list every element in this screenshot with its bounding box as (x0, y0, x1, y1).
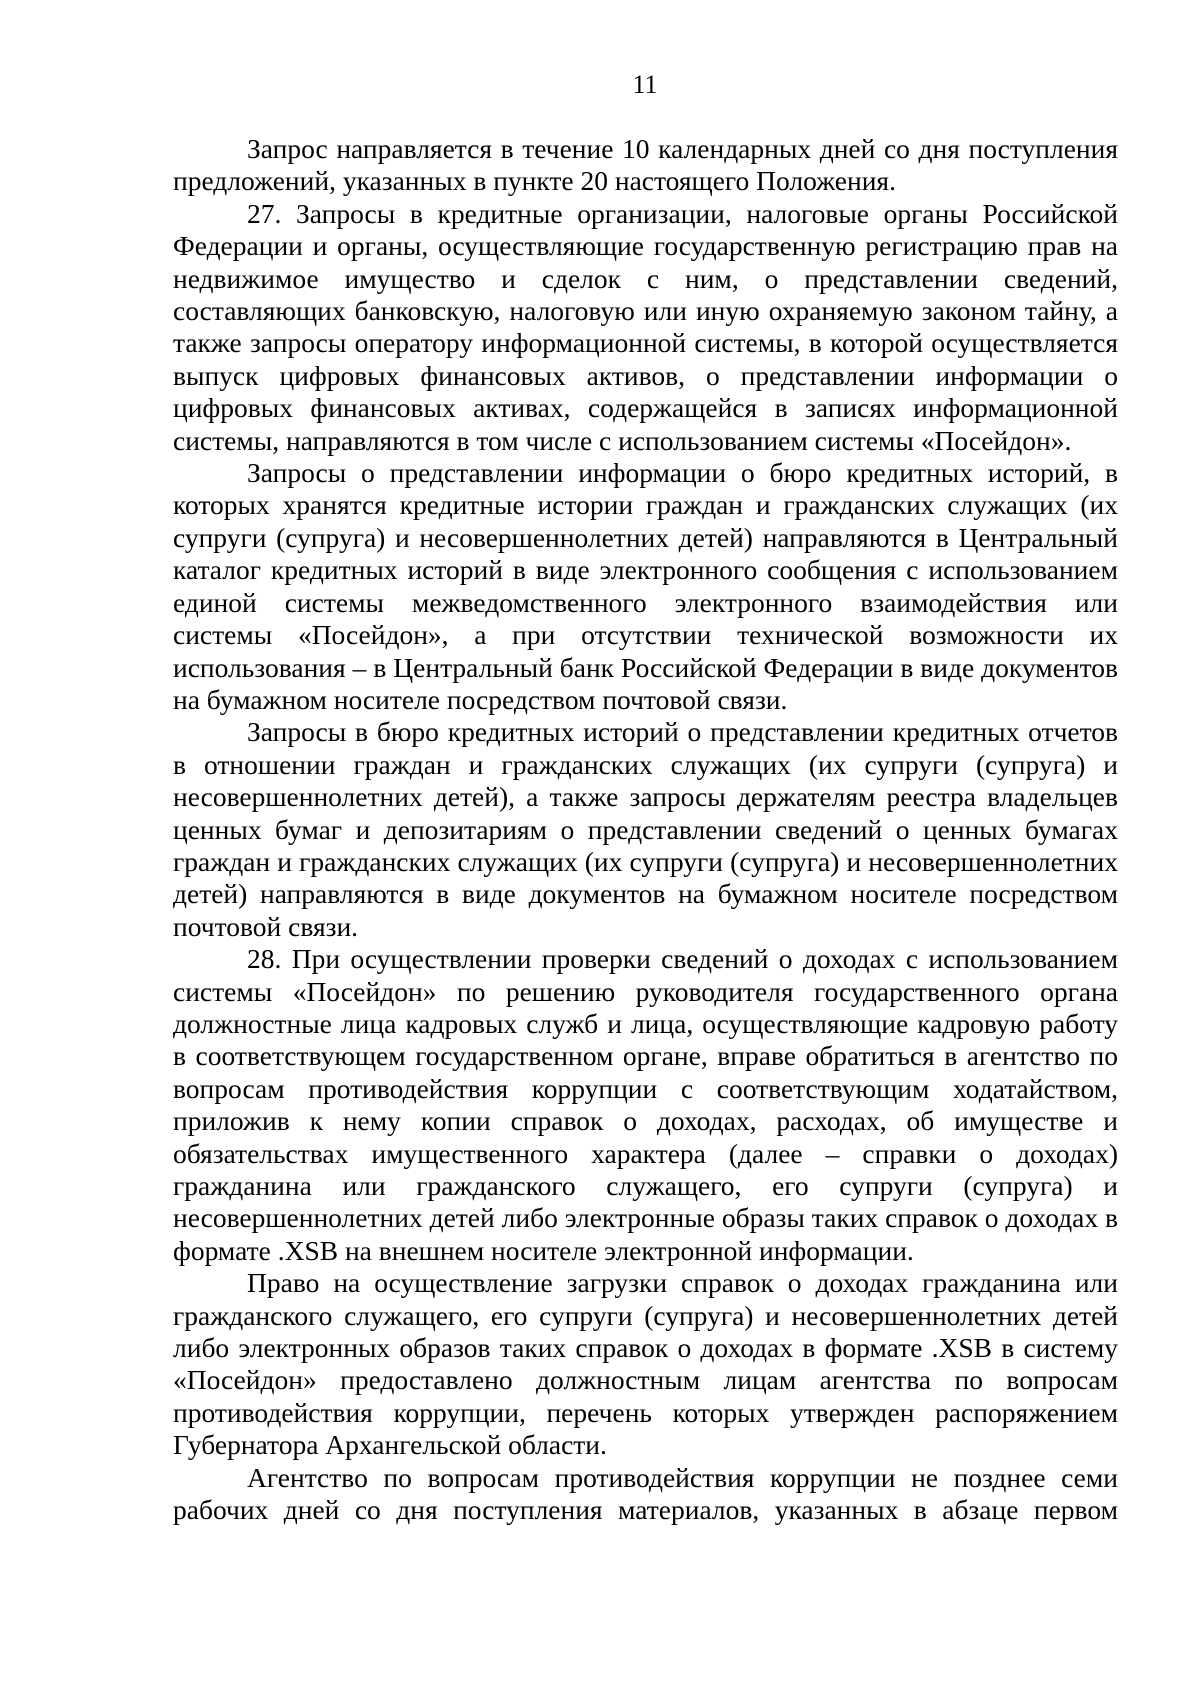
paragraph: Запросы в бюро кредитных историй о представлении кредитных отчетов в отношении граждан и гражданских служащих (их супруги (супруга) и несовершеннолетних детей), а также запросы держателям реестра владельцев ценных бумаг и депозитариям о представлении сведений о ценных бумагах граждан и гражданских служащих (их супруги (супруга) и несовершеннолетних детей) направляются в виде документов на бумажном носителе посредством почтовой связи. (173, 716, 1118, 942)
paragraph: Запросы о представлении информации о бюро кредитных историй, в которых хранятся кредитные истории граждан и гражданских служащих (их супруги (супруга) и несовершеннолетних детей) направляются в Центральный каталог кредитных историй в виде электронного сообщения с использованием единой системы межведомственного электронного взаимодействия или системы «Посейдон», а при отсутствии технической возможности их использования – в Центральный банк Российской Федерации в виде документов на бумажном носителе посредством почтовой связи. (173, 457, 1118, 715)
paragraph: 28. При осуществлении проверки сведений о доходах с использованием системы «Посейдон» по решению руководителя государственного органа должностные лица кадровых служб и лица, осуществляющие кадровую работу в соответствующем государственном органе, вправе обратиться в агентство по вопросам противодействия коррупции с соответствующим ходатайством, приложив к нему копии справок о доходах, расходах, об имуществе и обязательствах имущественного характера (далее – справки о доходах) гражданина или гражданского служащего, его супруги (супруга) и несовершеннолетних детей либо электронные образы таких справок о доходах в формате .XSB на внешнем носителе электронной информации. (173, 943, 1118, 1266)
paragraph: Агентство по вопросам противодействия коррупции не позднее семи рабочих дней со дня поступления материалов, указанных в абзаце первом (173, 1461, 1118, 1526)
paragraph: 27. Запросы в кредитные организации, налоговые органы Российской Федерации и органы, осуществляющие государственную регистрацию прав на недвижимое имущество и сделок с ним, о представлении сведений, составляющих банковскую, налоговую или иную охраняемую законом тайну, а также запросы оператору информационной системы, в которой осуществляется выпуск цифровых финансовых активов, о представлении информации о цифровых финансовых активах, содержащейся в записях информационной системы, направляются в том числе с использованием системы «Посейдон». (173, 197, 1118, 456)
paragraph: Запрос направляется в течение 10 календарных дней со дня поступления предложений, указанных в пункте 20 настоящего Положения. (173, 133, 1118, 197)
document-body (173, 133, 1118, 1526)
page-number: 11 (632, 70, 658, 99)
paragraph: Право на осуществление загрузки справок о доходах гражданина или гражданского служащего, его супруги (супруга) и несовершеннолетних детей либо электронных образов таких справок о доходах в формате .XSB в систему «Посейдон» предоставлено должностным лицам агентства по вопросам противодействия коррупции, перечень которых утвержден распоряжением Губернатора Архангельской области. (173, 1267, 1118, 1461)
